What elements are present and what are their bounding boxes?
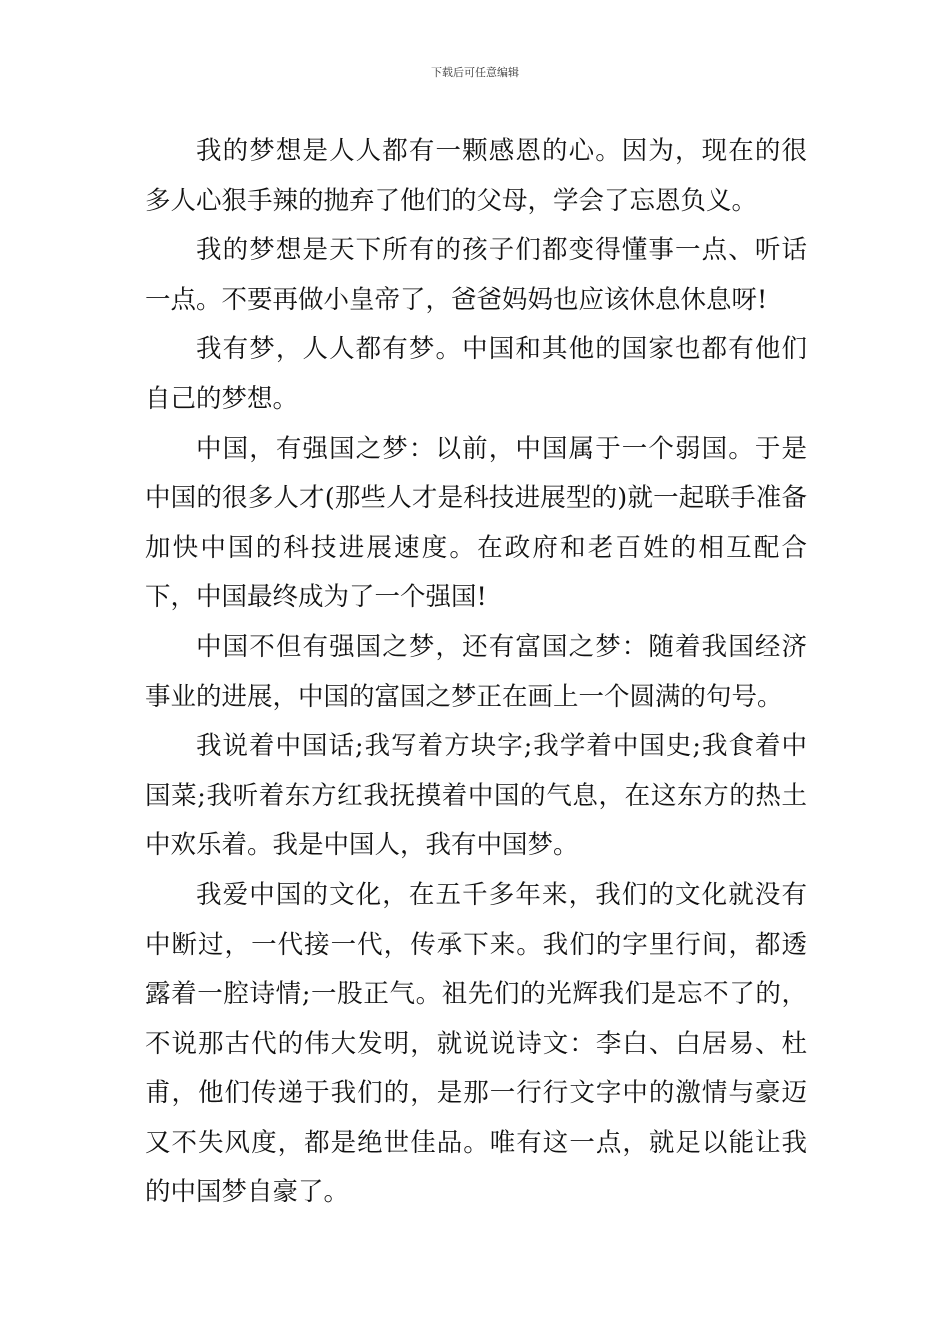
paragraph: 我说着中国话;我写着方块字;我学着中国史;我食着中国菜;我听着东方红我抚摸着中国的气息，在这东方的热土中欢乐着。我是中国人，我有中国梦。: [145, 731, 807, 861]
paragraph: 我有梦，人人都有梦。中国和其他的国家也都有他们自己的梦想。: [145, 334, 807, 414]
page-header: 下载后可任意编辑: [431, 66, 519, 79]
paragraph: 我的梦想是天下所有的孩子们都变得懂事一点、听话一点。不要再做小皇帝了，爸爸妈妈也应该休息休息呀!: [145, 235, 807, 315]
paragraph: 中国不但有强国之梦，还有富国之梦：随着我国经济事业的进展，中国的富国之梦正在画上一个圆满的句号。: [145, 631, 807, 712]
paragraph: 中国，有强国之梦：以前，中国属于一个弱国。于是中国的很多人才(那些人才是科技进展型的)就一起联手准备加快中国的科技进展速度。在政府和老百姓的相互配合下，中国最终成为了一个强国!: [145, 433, 807, 613]
document-body: [145, 127, 807, 1218]
paragraph: 我爱中国的文化，在五千多年来，我们的文化就没有中断过，一代接一代，传承下来。我们的字里行间，都透露着一腔诗情;一股正气。祖先们的光辉我们是忘不了的，不说那古代的伟大发明，就说说诗文：李白、白居易、杜甫，他们传递于我们的，是那一行行文字中的激情与豪迈又不失风度，都是绝世佳品。唯有这一点，就足以能让我的中国梦自豪了。: [145, 879, 807, 1208]
paragraph: 我的梦想是人人都有一颗感恩的心。因为，现在的很多人心狠手辣的抛弃了他们的父母，学会了忘恩负义。: [145, 136, 807, 216]
